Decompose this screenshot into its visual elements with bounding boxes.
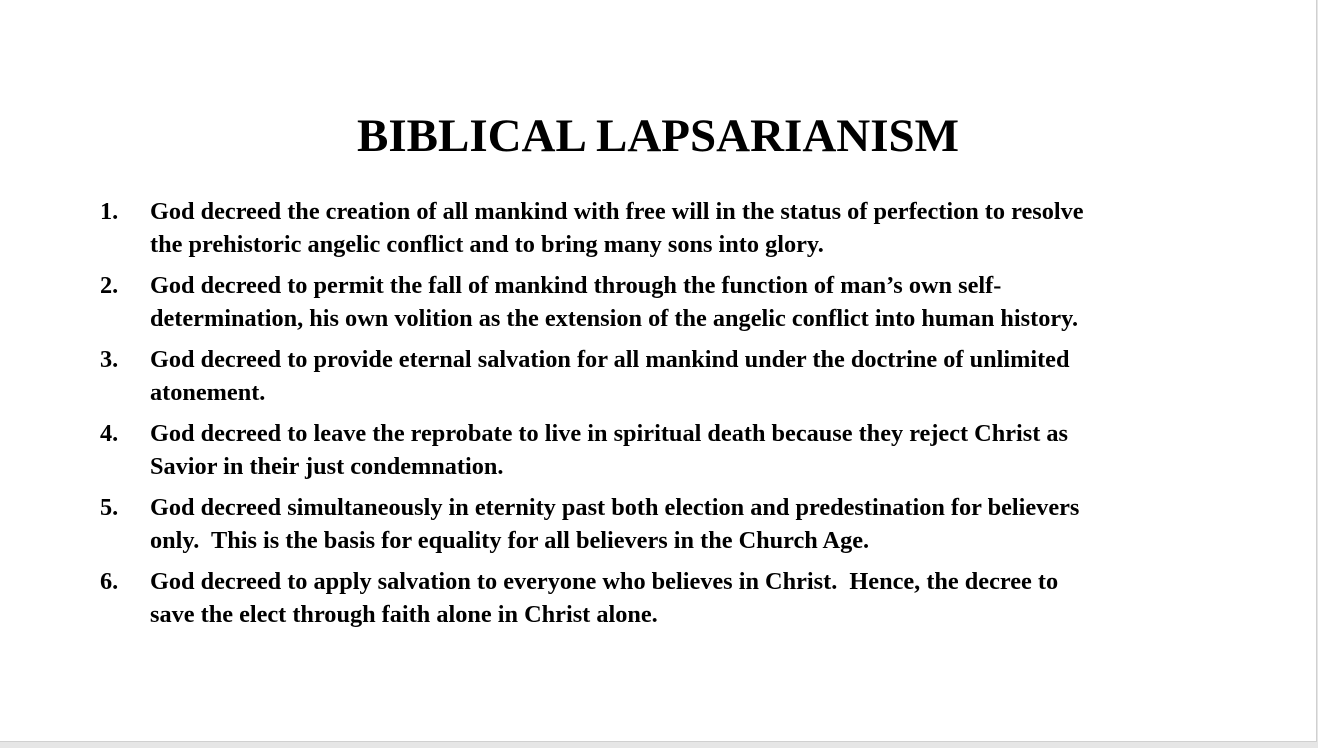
list-item: [100, 269, 1220, 335]
item-text-line: God decreed simultaneously in eternity past both election and predestination for believers: [150, 494, 1080, 521]
item-number: 5.: [100, 494, 119, 521]
item-number: 6.: [100, 568, 119, 595]
item-text-line: save the elect through faith alone in Christ alone.: [150, 601, 658, 628]
list-item: [100, 491, 1220, 557]
item-text-line: God decreed the creation of all mankind with free will in the status of perfection to resolve: [150, 198, 1084, 225]
item-number: 1.: [100, 198, 119, 225]
item-text-line: only. This is the basis for equality for all believers in the Church Age.: [150, 527, 870, 554]
list-item: [100, 195, 1220, 261]
decree-list: [100, 195, 1220, 639]
item-text-line: the prehistoric angelic conflict and to bring many sons into glory.: [150, 231, 824, 258]
item-text-line: determination, his own volition as the extension of the angelic conflict into human history.: [150, 305, 1079, 332]
item-text-line: Savior in their just condemnation.: [150, 453, 504, 480]
item-text-line: God decreed to provide eternal salvation for all mankind under the doctrine of unlimited: [150, 346, 1070, 373]
item-number: 2.: [100, 272, 119, 299]
list-item: [100, 417, 1220, 483]
list-item: [100, 565, 1220, 631]
item-number: 3.: [100, 346, 119, 373]
list-item: [100, 343, 1220, 409]
slide-title: BIBLICAL LAPSARIANISM: [356, 110, 959, 162]
item-text-line: God decreed to apply salvation to everyone who believes in Christ. Hence, the decree to: [150, 568, 1059, 595]
item-number: 4.: [100, 420, 119, 447]
item-text-line: God decreed to permit the fall of mankind through the function of man’s own self-: [150, 272, 1002, 299]
item-text-line: atonement.: [150, 379, 266, 406]
item-text-line: God decreed to leave the reprobate to live in spiritual death because they reject Christ as: [150, 420, 1068, 447]
